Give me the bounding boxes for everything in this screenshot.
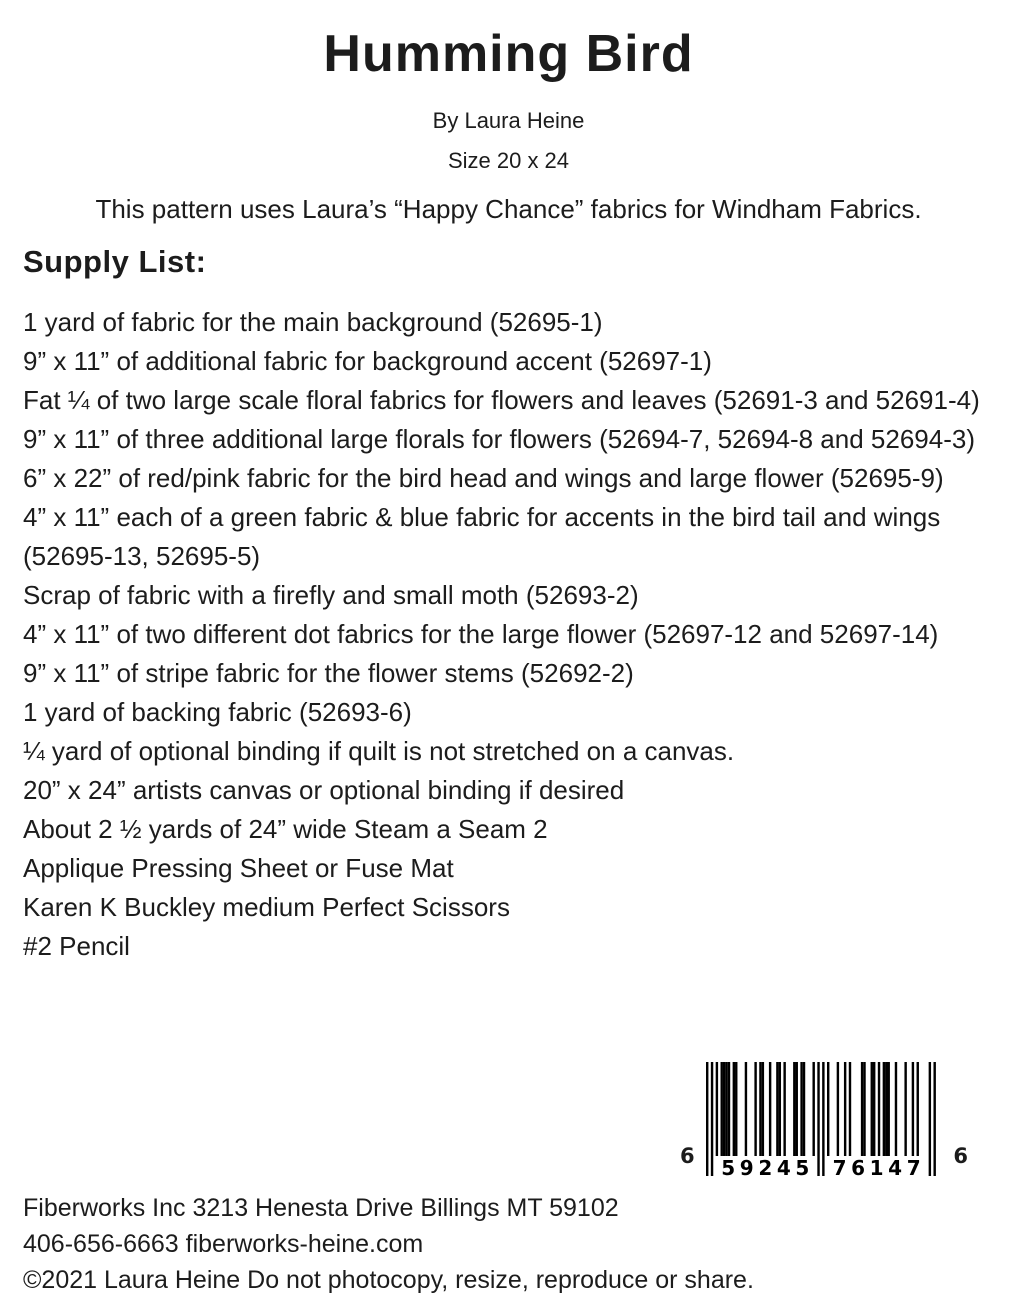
footer-address: Fiberworks Inc 3213 Henesta Drive Billings MT 59102 [23, 1194, 619, 1222]
supply-item: 6” x 22” of red/pink fabric for the bird head and wings and large flower (52695-9) [23, 463, 944, 493]
supply-item: Applique Pressing Sheet or Fuse Mat [23, 853, 454, 883]
supply-list [23, 303, 998, 966]
supply-list-heading: Supply List: [23, 244, 207, 279]
footer-copyright: ©2021 Laura Heine Do not photocopy, resize, reproduce or share. [23, 1266, 754, 1294]
svg-text:76147: 76147 [832, 1156, 921, 1180]
barcode-system-digit: 6 [680, 1144, 695, 1168]
supply-item: Karen K Buckley medium Perfect Scissors [23, 892, 510, 922]
upc-barcode [678, 1058, 970, 1182]
page-title: Humming Bird [323, 25, 694, 83]
supply-item: 9” x 11” of stripe fabric for the flower stems (52692-2) [23, 658, 634, 688]
supply-item: 4” x 11” of two different dot fabrics for the large flower (52697-12 and 52697-14) [23, 619, 939, 649]
size-label: Size 20 x 24 [447, 148, 570, 173]
supply-item: #2 Pencil [23, 931, 130, 961]
svg-text:59245: 59245 [721, 1156, 810, 1180]
supply-item: Fat ¼ of two large scale floral fabrics for flowers and leaves (52691-3 and 52691-4) [23, 385, 980, 415]
supply-item: 1 yard of backing fabric (52693-6) [23, 697, 412, 727]
supply-item: 1 yard of fabric for the main background (52695-1) [23, 307, 603, 337]
supply-item: 9” x 11” of three additional large florals for flowers (52694-7, 52694-8 and 52694-3) [23, 424, 975, 454]
supply-item: ¼ yard of optional binding if quilt is not stretched on a canvas. [23, 736, 735, 766]
supply-item: 9” x 11” of additional fabric for background accent (52697-1) [23, 346, 712, 376]
supply-item: About 2 ½ yards of 24” wide Steam a Seam 2 [23, 814, 548, 844]
barcode-bars [706, 1062, 938, 1180]
author-byline: By Laura Heine [432, 108, 585, 133]
footer [23, 1190, 754, 1298]
footer-contact: 406-656-6663 fiberworks-heine.com [23, 1230, 424, 1258]
supply-item: 20” x 24” artists canvas or optional binding if desired [23, 775, 625, 805]
supply-item: 4” x 11” each of a green fabric & blue fabric for accents in the bird tail and wings (52695-13, 52695-5) [23, 502, 941, 571]
barcode-check-digit: 6 [953, 1144, 968, 1168]
intro-text: This pattern uses Laura’s “Happy Chance” fabrics for Windham Fabrics. [95, 194, 922, 224]
supply-item: Scrap of fabric with a firefly and small moth (52693-2) [23, 580, 639, 610]
